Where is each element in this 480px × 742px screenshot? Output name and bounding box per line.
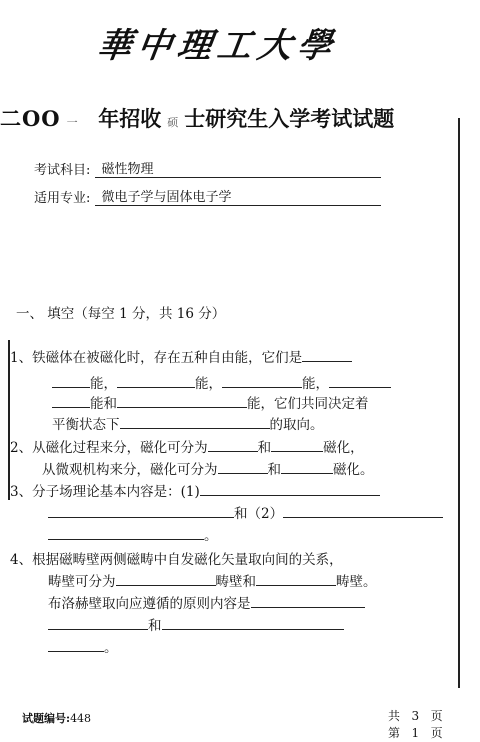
page-total-value: 3: [411, 709, 420, 723]
recruit-text: 年招收: [98, 106, 162, 131]
exam-code-value: 448: [70, 712, 92, 725]
q3-blank-4: [48, 527, 204, 540]
page-border-right: [458, 118, 460, 688]
q1-text-orientation: 的取向。: [269, 417, 324, 433]
q2-blank-3: [218, 461, 268, 474]
q1-blank-5: [329, 375, 391, 388]
q2-line1: [10, 436, 364, 456]
q1-blank-1: [302, 349, 352, 362]
major-row: [34, 186, 381, 206]
exam-header: [0, 103, 394, 133]
q1-line3: [52, 392, 369, 412]
major-label: 适用专业:: [34, 191, 91, 206]
q1-line1: [10, 346, 352, 366]
q2-text-and-2: 和: [267, 462, 281, 478]
q4-blank-3: [251, 595, 365, 608]
page-total: [388, 707, 443, 724]
university-logo: 華中理工大學: [94, 26, 341, 66]
q3-blank-1: [200, 483, 380, 496]
q4-text-wall-and: 畴壁和: [215, 574, 256, 590]
page-total-suffix: 页: [430, 709, 443, 723]
q1-blank-3: [117, 375, 195, 388]
exam-subject-underline: [95, 158, 381, 178]
q1-line4: [52, 413, 324, 433]
q4-line3: [48, 592, 365, 612]
q1-blank-6: [52, 395, 90, 408]
q4-text-wall: 畴壁可分为: [48, 574, 116, 590]
page-number-prefix: 第: [388, 726, 401, 740]
q1-text-neng2: 能，: [195, 376, 222, 392]
q1-text: 1、铁磁体在被磁化时，存在五种自由能，它们是: [10, 350, 303, 366]
q1-text-neng1: 能，: [90, 376, 117, 392]
q2-text-and-1: 和: [257, 440, 272, 456]
q3-line1: [10, 480, 380, 500]
q2-line2: [42, 458, 374, 478]
q1-blank-7: [117, 395, 247, 408]
q3-end: 。: [204, 528, 218, 544]
q2-blank-4: [281, 461, 333, 474]
q4-text-bloch: 布洛赫壁取向应遵循的原则内容是: [48, 596, 251, 612]
q2-text-process: 2、从磁化过程来分，磁化可分为: [10, 440, 208, 456]
exam-code-label: 试题编号:: [22, 712, 71, 725]
year-prefix: 二OO: [0, 106, 61, 131]
year-mark: 一: [66, 116, 78, 129]
page-total-prefix: 共: [388, 709, 401, 723]
q4-text-wall-end: 畴壁。: [336, 574, 377, 590]
q4-line4: [48, 614, 344, 634]
q1-blank-2: [52, 375, 90, 388]
q3-blank-3: [283, 505, 443, 518]
q4-blank-6: [48, 639, 104, 652]
q4-end: 。: [104, 640, 118, 656]
major-value: 微电子学与固体电子学: [101, 190, 232, 205]
exam-subject-value: 磁性物理: [101, 162, 154, 177]
exam-subject-label: 考试科目:: [34, 163, 91, 178]
exam-code: [22, 710, 91, 726]
q2-blank-2: [271, 439, 323, 452]
q4-blank-2: [256, 573, 336, 586]
q4-blank-5: [162, 617, 344, 630]
page-number-value: 1: [411, 726, 420, 740]
q1-text-neng5: 能，它们共同决定着: [247, 396, 369, 412]
q3-text: 3、分子场理论基本内容是：(1): [10, 484, 200, 500]
q2-text-magnetize-2: 磁化。: [333, 462, 374, 478]
q2-text-magnetize-1: 磁化，: [323, 440, 364, 456]
q3-line2: [48, 502, 443, 522]
major-underline: [95, 186, 381, 206]
exam-title: 士研究生入学考试试题: [184, 106, 395, 131]
q4-line1: 4、根据磁畴壁两侧磁畴中自发磁化矢量取向间的关系，: [10, 552, 343, 568]
q1-text-neng3: 能，: [302, 376, 329, 392]
q4-text-and: 和: [148, 618, 162, 634]
q2-blank-1: [208, 439, 258, 452]
q3-blank-2: [48, 505, 234, 518]
degree-mark: 硕: [167, 116, 179, 129]
q4-blank-4: [48, 617, 148, 630]
q4-blank-1: [116, 573, 216, 586]
q1-line2: [52, 372, 391, 392]
page-number-suffix: 页: [430, 726, 443, 740]
section-heading: 一、 填空（每空 1 分，共 16 分）: [16, 306, 226, 322]
exam-subject-row: [34, 158, 381, 178]
q4-line2: [48, 570, 377, 590]
page-number: [388, 724, 443, 741]
q1-text-neng4: 能和: [90, 396, 117, 412]
q3-line3: [48, 524, 218, 544]
q1-text-balance: 平衡状态下: [52, 417, 120, 433]
q2-text-micro: 从微观机构来分，磁化可分为: [42, 462, 218, 478]
q1-blank-4: [222, 375, 302, 388]
q3-text-and: 和（2）: [234, 506, 284, 522]
q4-line5: [48, 636, 118, 656]
q1-blank-8: [120, 416, 270, 429]
